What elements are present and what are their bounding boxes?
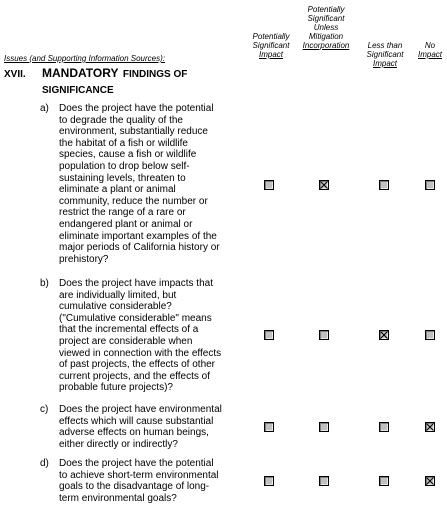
question-line: Does the project have the potential [59,103,214,114]
question-line: of past projects, the effects of other [59,359,216,371]
question-line: Does the project have environmental [59,404,222,415]
checkbox-unchecked[interactable] [264,476,274,486]
section-title-rest-2: SIGNIFICANCE [42,85,114,96]
question-letter: b) [40,278,49,289]
question-text [59,278,237,394]
checkbox-unchecked[interactable] [379,476,389,486]
col1-line: Significant [252,41,290,50]
col4-line: Impact [417,50,442,59]
question-line: major periods of California history or [59,242,220,254]
question-line: Does the project have the potential [59,458,214,469]
question-text [59,404,237,450]
checkbox-unchecked[interactable] [319,476,329,486]
question-line: the habitat of a fish or wildlife [59,137,188,149]
question-line: restrict the range of a rare or [59,207,186,219]
x-mark-icon [426,423,434,431]
question-line: that the incremental effects of a [59,324,199,336]
column-header-less-than-significant [357,41,413,68]
question-line: current projects, and the effects of [59,370,211,382]
checkbox-unchecked[interactable] [264,180,274,190]
question-letter: c) [40,404,49,415]
col2-line: Incorporation [302,41,350,50]
question-line: community, reduce the number or [59,195,208,207]
question-line: ("Cumulative considerable" means [59,312,212,324]
col3-line: Less than [367,41,403,50]
x-mark-icon [320,181,328,189]
col1-line: Potentially [252,32,290,41]
column-header-no-impact [412,41,447,59]
col2-line: Significant [307,14,345,23]
checkbox-unchecked[interactable] [379,180,389,190]
section-title-rest: FINDINGS OF [122,69,188,80]
x-mark-icon [380,331,388,339]
question-line: species, cause a fish or wildlife [59,149,197,161]
question-line: Does the project have impacts that [59,278,213,289]
checkbox-checked[interactable] [379,330,389,340]
question-line: endangered plant or animal or [59,218,193,230]
question-line: environment, substantially reduce [59,126,208,138]
checkbox-checked[interactable] [425,422,435,432]
checkbox-unchecked[interactable] [319,422,329,432]
col3-line: Significant [366,50,404,59]
question-line: term environmental goals? [59,492,177,504]
column-header-mitigation [296,5,356,50]
question-letter: a) [40,103,49,114]
checkbox-unchecked[interactable] [264,422,274,432]
column-header-potentially-significant [243,32,299,59]
question-line: viewed in connection with the effects [59,347,222,359]
question-line: are individually limited, but [59,289,177,301]
question-line: eliminate important examples of the [59,230,217,242]
question-line: cumulative considerable? [59,301,172,313]
question-line: probable future projects)? [59,382,173,394]
col1-line: Impact [258,50,283,59]
x-mark-icon [426,477,434,485]
question-line: sustaining levels, threaten to [59,172,186,184]
col2-line: Unless [313,23,339,32]
checkbox-unchecked[interactable] [379,422,389,432]
question-line: eliminate a plant or animal [59,184,176,196]
question-line: project are considerable when [59,335,193,347]
question-line: population to drop below self- [59,160,190,172]
checkbox-checked[interactable] [319,180,329,190]
question-text [59,458,237,504]
checkbox-checked[interactable] [425,476,435,486]
question-line: to achieve short-term environmental [59,469,219,481]
col2-line: Mitigation [308,32,344,41]
question-line: either directly or indirectly? [59,438,178,450]
section-title [42,66,187,98]
question-line: to degrade the quality of the [59,114,183,126]
checkbox-unchecked[interactable] [264,330,274,340]
question-text [59,103,237,265]
issues-header: Issues (and Supporting Information Sources): [4,54,165,63]
section-number: XVII. [4,69,26,80]
question-line: prehistory? [59,253,109,265]
checkbox-unchecked[interactable] [425,330,435,340]
col2-line: Potentially [307,5,345,14]
col3-line: Impact [372,59,397,68]
question-line: goals to the disadvantage of long- [59,481,210,493]
question-line: effects which will cause substantial [59,415,214,427]
question-line: adverse effects on human beings, [59,427,209,439]
question-letter: d) [40,458,49,469]
checkbox-unchecked[interactable] [319,330,329,340]
checkbox-unchecked[interactable] [425,180,435,190]
col4-line: No [424,41,436,50]
section-title-main: MANDATORY [42,66,119,80]
